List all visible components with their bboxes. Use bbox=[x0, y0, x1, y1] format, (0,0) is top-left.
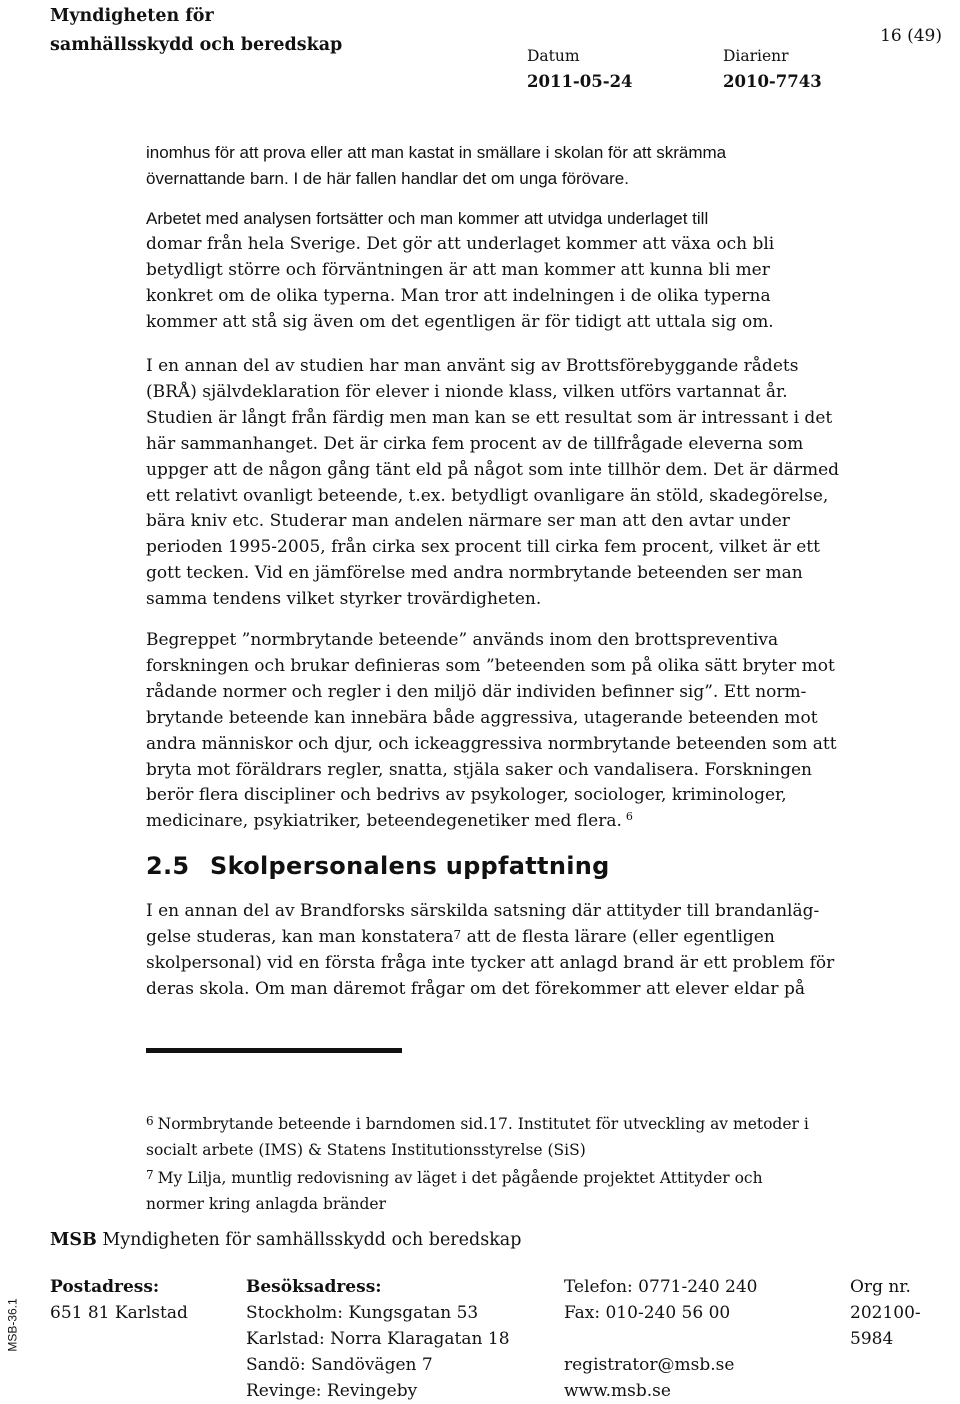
paragraph-1 bbox=[146, 140, 816, 192]
footnote-line bbox=[146, 1163, 826, 1192]
text-line: konkret om de olika typerna. Man tror att indelningen i de olika typerna bbox=[146, 285, 771, 306]
org-full-name: Myndigheten för samhällsskydd och beredskap bbox=[96, 1230, 522, 1250]
text-line: gott tecken. Vid en jämförelse med andra normbrytande beteenden ser man bbox=[146, 563, 803, 584]
website-link[interactable]: www.msb.se bbox=[564, 1381, 671, 1401]
text-line: I en annan del av Brandforsks särskilda satsning där attityder till brandanläg- bbox=[146, 901, 820, 921]
footnote-text: My Lilja, muntlig redovisning av läget i det pågående projektet Attityder och bbox=[157, 1169, 763, 1187]
text-line: bära kniv etc. Studerar man andelen närmare ser man att den avtar under bbox=[146, 511, 790, 532]
section-number: 2.5 bbox=[146, 852, 190, 880]
postal-value: 651 81 Karlstad bbox=[50, 1303, 188, 1323]
org-nr-part-1: 202100- bbox=[850, 1303, 921, 1323]
text-line bbox=[146, 925, 816, 951]
section-title: Skolpersonalens uppfattning bbox=[210, 852, 610, 880]
text-line: kommer att stå sig även om det egentligen är för tidigt att uttala sig om. bbox=[146, 311, 774, 332]
text-line: I en annan del av studien har man använt sig av Brottsförebyggande rådets bbox=[146, 356, 799, 376]
text-line: deras skola. Om man däremot frågar om det förekommer att elever eldar på bbox=[146, 978, 805, 999]
footnote-ref-6[interactable]: 6 bbox=[625, 809, 633, 823]
org-nr-label: Org nr. bbox=[850, 1277, 911, 1297]
visit-line: Sandö: Sandövägen 7 bbox=[246, 1355, 433, 1375]
text-line: Arbetet med analysen fortsätter och man kommer att utvidga underlaget till bbox=[146, 209, 709, 228]
document-code: MSB-36.1 bbox=[5, 1298, 20, 1352]
visit-line: Karlstad: Norra Klaragatan 18 bbox=[246, 1329, 510, 1349]
text-line: andra människor och djur, och ickeaggressiva normbrytande beteenden som att bbox=[146, 733, 837, 754]
date-value: 2011-05-24 bbox=[527, 72, 633, 91]
diarienr-value: 2010-7743 bbox=[723, 72, 822, 91]
footnote-line: normer kring anlagda bränder bbox=[146, 1194, 387, 1213]
text-line bbox=[146, 809, 816, 835]
text-line: domar från hela Sverige. Det gör att underlaget kommer att växa och bli bbox=[146, 233, 775, 254]
paragraph-4 bbox=[146, 628, 837, 835]
agency-name-line-2: samhällsskydd och beredskap bbox=[50, 35, 343, 55]
date-label: Datum bbox=[527, 47, 580, 65]
diarienr-label: Diarienr bbox=[723, 47, 789, 65]
footnote-number: 6 bbox=[146, 1114, 154, 1128]
footnotes bbox=[146, 1109, 826, 1217]
paragraph-2 bbox=[146, 206, 816, 336]
org-nr-part-2: 5984 bbox=[850, 1329, 894, 1349]
text-line: samma tendens vilket styrker trovärdigheten. bbox=[146, 589, 542, 610]
footnote-line: socialt arbete (IMS) & Statens Institutionsstyrelse (SiS) bbox=[146, 1140, 586, 1159]
postal-label: Postadress: bbox=[50, 1277, 160, 1297]
text-line: (BRÅ) självdeklaration för elever i nionde klass, vilken utförs vartannat år. bbox=[146, 381, 788, 402]
text-line: rådande normer och regler i den miljö där individen befinner sig”. Ett norm- bbox=[146, 681, 807, 702]
footer-visit-address bbox=[246, 1274, 510, 1404]
email-link[interactable]: registrator@msb.se bbox=[564, 1355, 735, 1375]
footnote-number: 7 bbox=[146, 1168, 154, 1182]
phone-number: Telefon: 0771-240 240 bbox=[564, 1277, 758, 1297]
text-line: bryta mot föräldrars regler, snatta, stjäla saker och vandalisera. Forskningen bbox=[146, 759, 812, 780]
text-line: här sammanhanget. Det är cirka fem procent av de tillfrågade eleverna som bbox=[146, 433, 804, 454]
text-line: forskningen och brukar definieras som ”beteenden som på olika sätt bryter mot bbox=[146, 655, 835, 676]
visit-line: Stockholm: Kungsgatan 53 bbox=[246, 1303, 479, 1323]
visit-label: Besöksadress: bbox=[246, 1277, 382, 1297]
org-abbreviation: MSB bbox=[50, 1230, 97, 1250]
section-heading bbox=[146, 848, 610, 884]
text-line: perioden 1995-2005, från cirka sex procent till cirka fem procent, vilket är ett bbox=[146, 537, 820, 558]
footnote-separator bbox=[146, 1048, 402, 1053]
page-number: 16 (49) bbox=[880, 26, 942, 46]
paragraph-5 bbox=[146, 899, 835, 1003]
footnote-6 bbox=[146, 1109, 826, 1163]
text-line: berör flera discipliner och bedrivs av psykologer, sociologer, kriminologer, bbox=[146, 785, 787, 806]
footer-org-number bbox=[850, 1274, 921, 1352]
text-line: övernattande barn. I de här fallen handlar det om unga förövare. bbox=[146, 168, 629, 188]
text-line: ett relativt ovanligt beteende, t.ex. betydligt ovanligare än stöld, skadegörelse, bbox=[146, 485, 829, 506]
footnote-line bbox=[146, 1109, 826, 1138]
fax-number: Fax: 010-240 56 00 bbox=[564, 1303, 731, 1323]
agency-name bbox=[50, 2, 342, 60]
text-line-content: gelse studeras, kan man konstatera bbox=[146, 926, 454, 947]
text-line: Studien är långt från färdig men man kan se ett resultat som är intressant i det bbox=[146, 407, 833, 428]
text-line: inomhus för att prova eller att man kastat in smällare i skolan för att skrämma bbox=[146, 143, 727, 162]
paragraph-3 bbox=[146, 354, 840, 613]
footnote-ref-7[interactable]: 7 bbox=[453, 927, 462, 942]
footnote-7 bbox=[146, 1163, 826, 1217]
text-line-content: medicinare, psykiatriker, beteendegenetiker med flera. bbox=[146, 811, 622, 832]
footnote-text: Normbrytande beteende i barndomen sid.17. Institutet för utveckling av metoder i bbox=[157, 1115, 809, 1133]
text-line: skolpersonal) vid en första fråga inte tycker att anlagd brand är ett problem för bbox=[146, 952, 835, 973]
footer-organization bbox=[50, 1226, 521, 1254]
footer-contact bbox=[564, 1274, 758, 1404]
footer-postal-address bbox=[50, 1274, 188, 1326]
text-line: betydligt större och förväntningen är att man kommer att kunna bli mer bbox=[146, 259, 770, 280]
text-line: uppger att de någon gång tänt eld på något som inte tillhör dem. Det är därmed bbox=[146, 459, 840, 480]
text-line: brytande beteende kan innebära både aggressiva, utagerande beteenden mot bbox=[146, 707, 818, 728]
text-line-content: att de flesta lärare (eller egentligen bbox=[461, 926, 775, 947]
agency-name-line-1: Myndigheten för bbox=[50, 6, 214, 26]
visit-line: Revinge: Revingeby bbox=[246, 1381, 418, 1401]
text-line: Begreppet ”normbrytande beteende” används inom den brottspreventiva bbox=[146, 630, 779, 650]
